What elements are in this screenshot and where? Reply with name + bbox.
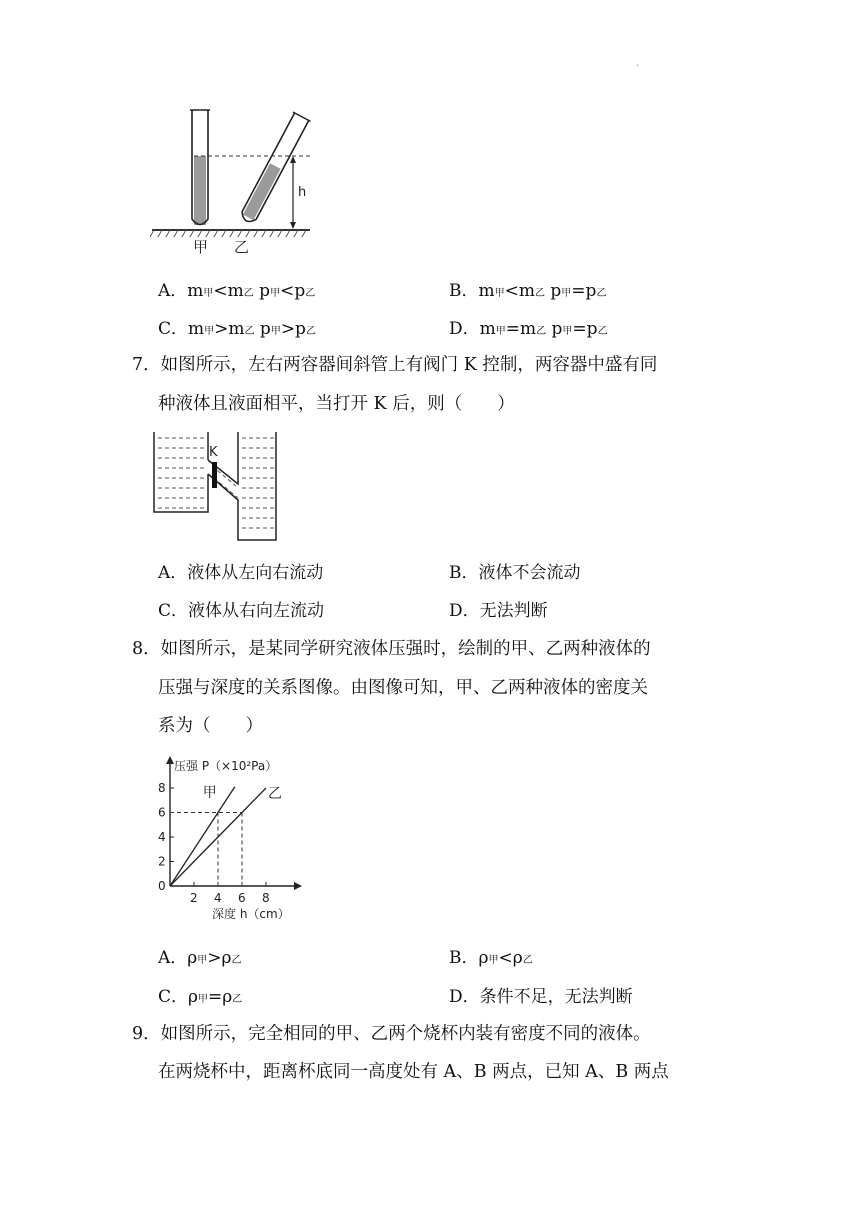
q9-line-1: 9．如图所示，完全相同的甲、乙两个烧杯内装有密度不同的液体。 xyxy=(132,1024,651,1044)
q9-line-2: 在两烧杯中，距离杯底同一高度处有 A、B 两点，已知 A、B 两点 xyxy=(158,1062,669,1082)
y-tick-label: 2 xyxy=(158,854,166,869)
left-container xyxy=(154,432,208,512)
connected-vessels-figure xyxy=(150,426,282,546)
series-label-yi: 乙 xyxy=(268,786,282,802)
q8-option-c: C．ρ甲=ρ乙 xyxy=(158,987,243,1007)
x-tick-label: 4 xyxy=(214,891,222,905)
q6-option-c: C．m甲>m乙 p甲>p乙 xyxy=(158,319,316,339)
x-tick-label: 6 xyxy=(238,891,246,905)
q6-option-b: B．m甲<m乙 p甲=p乙 xyxy=(449,281,607,301)
label-k: K xyxy=(209,445,218,460)
y-axis-arrow xyxy=(166,756,174,764)
y-tick-label: 0 xyxy=(158,879,166,893)
page-mark: . xyxy=(636,58,640,69)
y-axis-label: 压强 P（×10²Pa） xyxy=(174,759,278,773)
label-h: h xyxy=(298,185,307,200)
tube-jia-liquid xyxy=(194,156,206,225)
q6-option-a: A．m甲<m乙 p甲<p乙 xyxy=(158,281,316,301)
tube-yi-liquid xyxy=(243,163,281,220)
test-tube-figure xyxy=(150,106,320,258)
pressure-depth-chart xyxy=(150,748,310,926)
q7-option-c: C．液体从右向左流动 xyxy=(158,601,325,621)
x-axis-arrow xyxy=(294,882,302,890)
q8-line-2: 压强与深度的关系图像。由图像可知，甲、乙两种液体的密度关 xyxy=(158,678,648,698)
valve-k xyxy=(212,462,217,488)
y-tick-label: 6 xyxy=(158,805,166,820)
q6-option-d: D．m甲=m乙 p甲=p乙 xyxy=(449,319,608,339)
q7-option-a: A．液体从左向右流动 xyxy=(158,563,324,583)
series-label-jia: 甲 xyxy=(202,784,217,801)
q7-option-d: D．无法判断 xyxy=(449,601,548,621)
label-jia: 甲 xyxy=(193,238,209,256)
y-tick-label: 4 xyxy=(158,830,166,844)
x-tick-label: 2 xyxy=(190,891,198,905)
label-yi: 乙 xyxy=(234,238,250,256)
q7-line-1: 7．如图所示，左右两容器间斜管上有阀门 K 控制，两容器中盛有同 xyxy=(132,355,658,375)
q8-option-a: A．ρ甲>ρ乙 xyxy=(158,948,242,968)
q8-line-1: 8．如图所示，是某同学研究液体压强时，绘制的甲、乙两种液体的 xyxy=(132,639,651,659)
q7-line-2: 种液体且液面相平，当打开 K 后，则（ ） xyxy=(158,394,515,414)
q8-option-d: D．条件不足，无法判断 xyxy=(449,987,633,1007)
q7-option-b: B．液体不会流动 xyxy=(449,563,581,583)
q8-option-b: B．ρ甲<ρ乙 xyxy=(449,948,533,968)
y-tick-label: 8 xyxy=(158,781,166,795)
q8-line-3: 系为（ ） xyxy=(158,716,263,736)
x-tick-label: 8 xyxy=(262,891,270,905)
x-axis-label: 深度 h（cm） xyxy=(212,907,290,921)
series-line-jia xyxy=(170,784,235,886)
